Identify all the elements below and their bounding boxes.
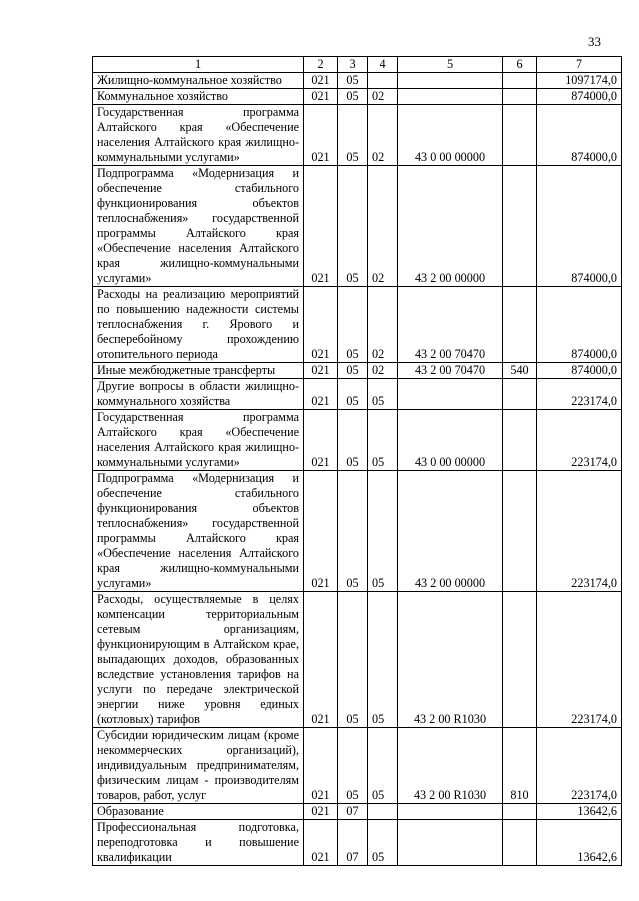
- row-cell-3: 05: [338, 166, 368, 287]
- row-cell-6: 810: [503, 728, 537, 804]
- row-cell-7: 223174,0: [537, 379, 622, 410]
- row-cell-4: 05: [368, 471, 398, 592]
- row-cell-6: 540: [503, 363, 537, 379]
- row-name-cell: Жилищно-коммунальное хозяйство: [93, 73, 304, 89]
- header-row: [93, 57, 622, 73]
- table-row: [93, 89, 622, 105]
- row-cell-7: 13642,6: [537, 804, 622, 820]
- row-cell-7: 223174,0: [537, 471, 622, 592]
- budget-table: [92, 56, 622, 866]
- row-cell-3: 05: [338, 592, 368, 728]
- row-cell-4: 05: [368, 410, 398, 471]
- table-row: [93, 592, 622, 728]
- row-cell-2: 021: [304, 820, 338, 866]
- row-cell-2: 021: [304, 363, 338, 379]
- row-cell-5: 43 0 00 00000: [398, 105, 503, 166]
- row-cell-4: [368, 804, 398, 820]
- row-cell-5: [398, 73, 503, 89]
- header-cell: 7: [537, 57, 622, 73]
- row-name-cell: Другие вопросы в области жилищно-коммунального хозяйства: [93, 379, 304, 410]
- row-cell-5: 43 2 00 R1030: [398, 728, 503, 804]
- row-cell-3: 05: [338, 363, 368, 379]
- row-cell-2: 021: [304, 728, 338, 804]
- row-cell-4: [368, 73, 398, 89]
- row-cell-6: [503, 471, 537, 592]
- row-cell-2: 021: [304, 592, 338, 728]
- row-cell-7: 1097174,0: [537, 73, 622, 89]
- row-cell-4: 05: [368, 728, 398, 804]
- row-cell-3: 05: [338, 471, 368, 592]
- row-cell-5: 43 2 00 R1030: [398, 592, 503, 728]
- row-name-cell: Коммунальное хозяйство: [93, 89, 304, 105]
- table-row: [93, 804, 622, 820]
- row-cell-6: [503, 820, 537, 866]
- table-row: [93, 105, 622, 166]
- table-row: [93, 471, 622, 592]
- table-row: [93, 166, 622, 287]
- table-row: [93, 363, 622, 379]
- table-row: [93, 820, 622, 866]
- row-name-cell: Подпрограмма «Модернизация и обеспечение стабильного функционирования объектов теплоснабжения» государственной программы Алтайского края «Обеспечение населения Алтайского края жилищно-коммунальными услугами»: [93, 471, 304, 592]
- row-cell-2: 021: [304, 410, 338, 471]
- header-cell: 2: [304, 57, 338, 73]
- row-cell-2: 021: [304, 166, 338, 287]
- row-cell-5: [398, 820, 503, 866]
- header-cell: 1: [93, 57, 304, 73]
- row-cell-6: [503, 166, 537, 287]
- row-cell-3: 05: [338, 89, 368, 105]
- row-name-cell: Субсидии юридическим лицам (кроме некоммерческих организаций), индивидуальным предпринимателям, физическим лицам - производителям товаров, работ, услуг: [93, 728, 304, 804]
- row-cell-2: 021: [304, 73, 338, 89]
- row-cell-4: 02: [368, 363, 398, 379]
- row-cell-7: 13642,6: [537, 820, 622, 866]
- row-cell-6: [503, 287, 537, 363]
- row-cell-5: [398, 89, 503, 105]
- row-cell-6: [503, 73, 537, 89]
- row-cell-5: [398, 804, 503, 820]
- page-number: 33: [588, 34, 601, 49]
- table-row: [93, 379, 622, 410]
- row-cell-6: [503, 410, 537, 471]
- row-cell-4: 05: [368, 379, 398, 410]
- row-cell-7: 223174,0: [537, 728, 622, 804]
- row-cell-2: 021: [304, 89, 338, 105]
- header-cell: 3: [338, 57, 368, 73]
- row-cell-2: 021: [304, 287, 338, 363]
- row-cell-7: 223174,0: [537, 592, 622, 728]
- table-row: [93, 287, 622, 363]
- row-cell-2: 021: [304, 105, 338, 166]
- row-name-cell: Образование: [93, 804, 304, 820]
- header-cell: 4: [368, 57, 398, 73]
- row-cell-7: 874000,0: [537, 287, 622, 363]
- row-cell-4: 05: [368, 820, 398, 866]
- row-cell-3: 05: [338, 410, 368, 471]
- row-cell-5: 43 2 00 00000: [398, 166, 503, 287]
- table-row: [93, 73, 622, 89]
- table-body: [93, 57, 622, 866]
- row-cell-5: 43 2 00 00000: [398, 471, 503, 592]
- row-cell-3: 05: [338, 73, 368, 89]
- row-cell-4: 02: [368, 287, 398, 363]
- row-cell-3: 05: [338, 379, 368, 410]
- row-cell-7: 223174,0: [537, 410, 622, 471]
- row-cell-3: 05: [338, 287, 368, 363]
- row-name-cell: Государственная программа Алтайского края «Обеспечение населения Алтайского края жилищно-коммунальными услугами»: [93, 105, 304, 166]
- row-cell-3: 05: [338, 728, 368, 804]
- row-cell-3: 07: [338, 804, 368, 820]
- row-cell-6: [503, 804, 537, 820]
- row-name-cell: Расходы, осуществляемые в целях компенсации территориальным сетевым организациям, функционирующим в Алтайском крае, выпадающих доходов, образованных вследствие установления тарифов на услуги по передаче электрической энергии ниже уровня единых (котловых) тарифов: [93, 592, 304, 728]
- table-row: [93, 728, 622, 804]
- row-cell-2: 021: [304, 804, 338, 820]
- row-cell-3: 05: [338, 105, 368, 166]
- row-name-cell: Профессиональная подготовка, переподготовка и повышение квалификации: [93, 820, 304, 866]
- row-cell-2: 021: [304, 471, 338, 592]
- row-cell-6: [503, 592, 537, 728]
- row-cell-5: 43 2 00 70470: [398, 287, 503, 363]
- row-cell-4: 05: [368, 592, 398, 728]
- table-row: [93, 410, 622, 471]
- row-cell-5: 43 2 00 70470: [398, 363, 503, 379]
- row-cell-6: [503, 105, 537, 166]
- row-cell-7: 874000,0: [537, 105, 622, 166]
- row-cell-7: 874000,0: [537, 89, 622, 105]
- row-cell-2: 021: [304, 379, 338, 410]
- row-cell-4: 02: [368, 89, 398, 105]
- row-cell-5: [398, 379, 503, 410]
- row-cell-4: 02: [368, 105, 398, 166]
- row-name-cell: Государственная программа Алтайского края «Обеспечение населения Алтайского края жилищно-коммунальными услугами»: [93, 410, 304, 471]
- row-name-cell: Подпрограмма «Модернизация и обеспечение стабильного функционирования объектов теплоснабжения» государственной программы Алтайского края «Обеспечение населения Алтайского края жилищно-коммунальными услугами»: [93, 166, 304, 287]
- row-name-cell: Иные межбюджетные трансферты: [93, 363, 304, 379]
- row-cell-3: 07: [338, 820, 368, 866]
- row-cell-4: 02: [368, 166, 398, 287]
- header-cell: 5: [398, 57, 503, 73]
- header-cell: 6: [503, 57, 537, 73]
- row-cell-7: 874000,0: [537, 363, 622, 379]
- row-cell-5: 43 0 00 00000: [398, 410, 503, 471]
- row-cell-6: [503, 379, 537, 410]
- row-cell-6: [503, 89, 537, 105]
- row-cell-7: 874000,0: [537, 166, 622, 287]
- row-name-cell: Расходы на реализацию мероприятий по повышению надежности системы теплоснабжения г. Ярового и бесперебойному прохождению отопительного периода: [93, 287, 304, 363]
